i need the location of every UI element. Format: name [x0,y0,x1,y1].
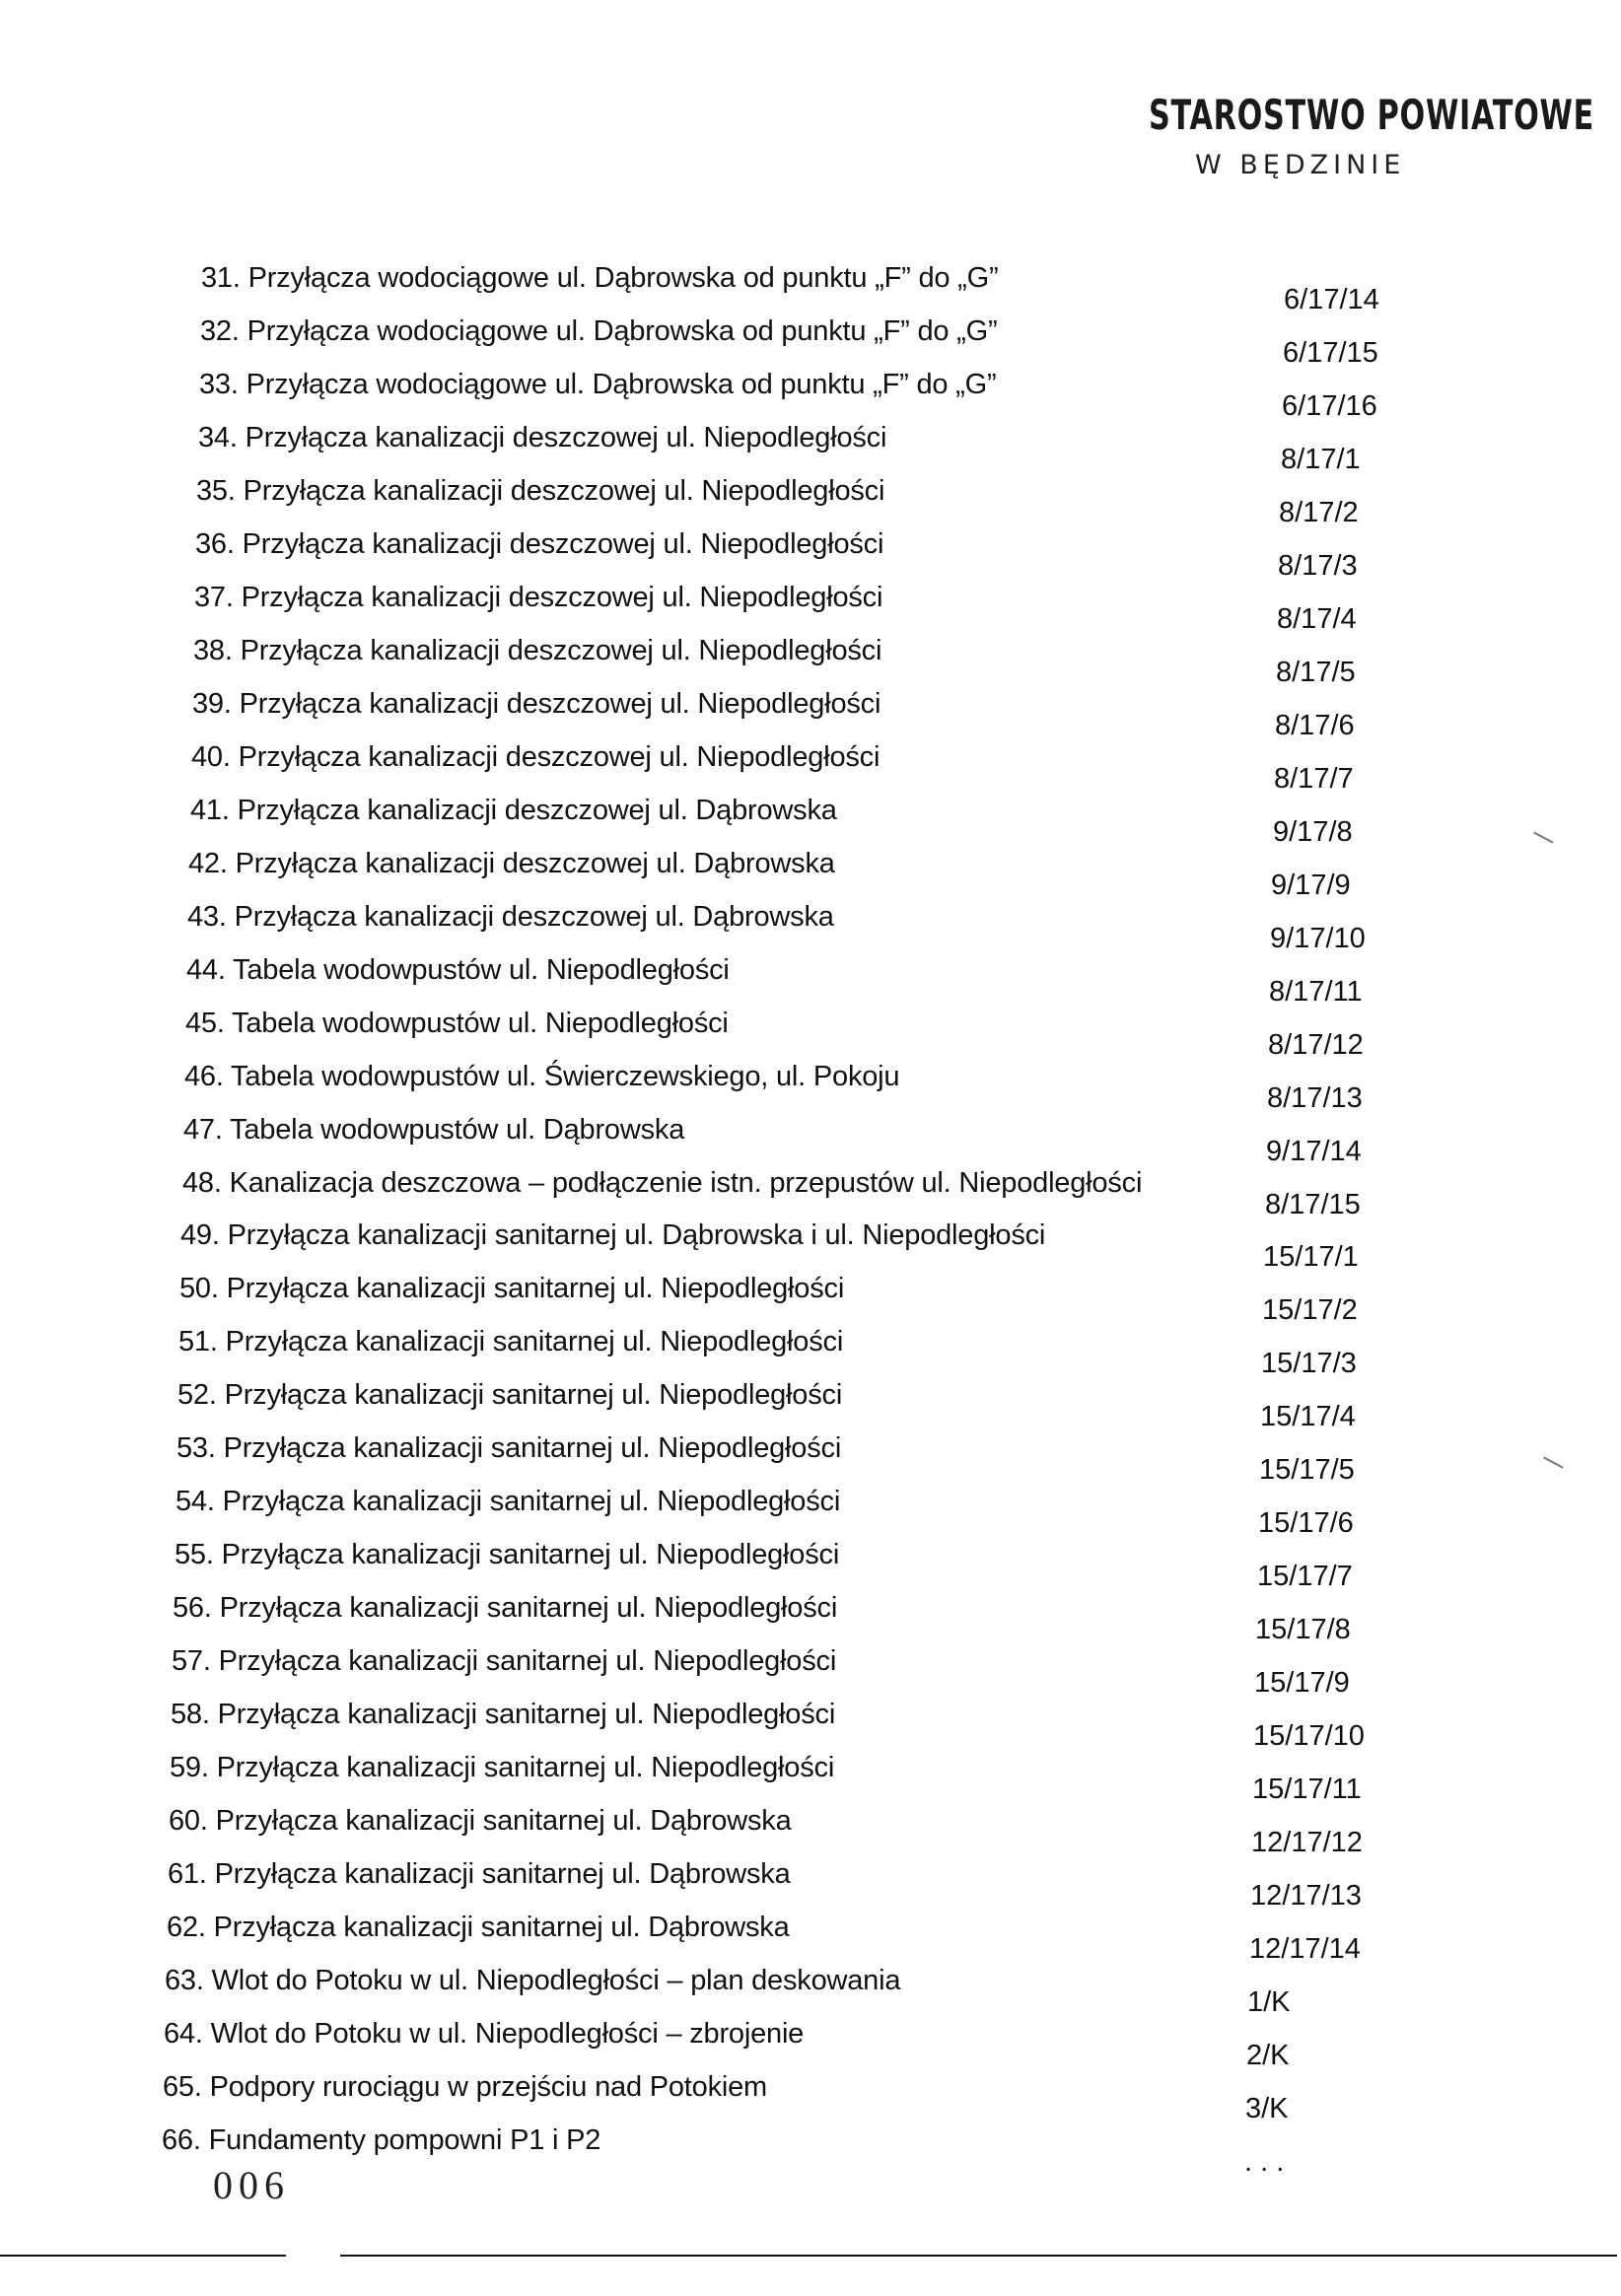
list-item-drawing-number: 6/17/16 [1282,390,1377,422]
list-item [184,1061,1479,1114]
list-item-title: 35. Przyłącza kanalizacji deszczowej ul. Niepodległości [196,475,885,507]
list-item [191,741,1479,795]
page-number: 006 [213,2163,290,2207]
list-item [179,1273,1479,1326]
list-item-drawing-number: 15/17/5 [1259,1454,1355,1486]
list-item [163,2071,1479,2124]
list-item-drawing-number: 15/17/9 [1254,1667,1350,1699]
scan-artifact-mark [1538,1457,1563,1478]
list-item [186,954,1479,1008]
list-item-drawing-number: 1/K [1247,1986,1291,2018]
list-item-drawing-number: 8/17/15 [1265,1189,1361,1220]
list-item-title: 45. Tabela wodowpustów ul. Niepodległości [185,1008,729,1039]
list-item-title: 38. Przyłącza kanalizacji deszczowej ul. Niepodległości [193,635,882,666]
list-item [177,1379,1479,1432]
list-item-drawing-number: 12/17/12 [1251,1827,1363,1858]
list-item [195,528,1479,582]
list-item-drawing-number: 2/K [1246,2040,1290,2071]
list-item-title: 55. Przyłącza kanalizacji sanitarnej ul. Niepodległości [175,1539,840,1570]
list-item-drawing-number: 6/17/14 [1284,284,1379,315]
list-item-drawing-number: 9/17/8 [1273,816,1353,848]
list-item-drawing-number: 15/17/11 [1252,1774,1362,1805]
list-item [182,1167,1479,1220]
list-item [171,1699,1479,1752]
list-item-title: 50. Przyłącza kanalizacji sanitarnej ul. Niepodległości [179,1273,845,1304]
list-item-title: 57. Przyłącza kanalizacji sanitarnej ul. Niepodległości [172,1645,837,1677]
list-item-drawing-number: 8/17/5 [1276,657,1356,688]
list-item-title: 36. Przyłącza kanalizacji deszczowej ul. Niepodległości [195,528,884,560]
list-item [193,635,1479,688]
list-item [168,1858,1479,1912]
list-item-drawing-number: 15/17/10 [1253,1720,1365,1752]
list-item-drawing-number: 9/17/10 [1270,923,1366,954]
list-item-drawing-number: 8/17/1 [1281,444,1361,475]
list-item-title: 59. Przyłącza kanalizacji sanitarnej ul. Niepodległości [170,1752,835,1783]
list-item-drawing-number: 8/17/3 [1278,550,1358,582]
list-item-drawing-number: 8/17/13 [1267,1082,1363,1114]
list-item-title: 53. Przyłącza kanalizacji sanitarnej ul. Niepodległości [176,1432,842,1464]
bottom-rule-left [0,2255,286,2257]
list-item-title: 47. Tabela wodowpustów ul. Dąbrowska [183,1114,685,1146]
list-item-drawing-number: 3/K [1245,2093,1289,2124]
list-item [183,1114,1479,1167]
list-item-title: 44. Tabela wodowpustów ul. Niepodległości [186,954,730,986]
list-item [198,422,1479,475]
list-item-drawing-number: 8/17/4 [1277,603,1357,635]
list-item [162,2124,1479,2178]
list-item-drawing-number: 12/17/14 [1249,1933,1361,1965]
list-item [194,582,1479,635]
stamp-office-city: W BĘDZINIE [1195,150,1406,180]
list-item-title: 34. Przyłącza kanalizacji deszczowej ul. Niepodległości [198,422,887,453]
list-item-title: 63. Wlot do Potoku w ul. Niepodległości – plan deskowania [165,1965,901,1996]
list-item-title: 56. Przyłącza kanalizacji sanitarnej ul. Niepodległości [173,1592,838,1624]
list-item-drawing-number: . . . [1244,2146,1285,2178]
list-item-title: 42. Przyłącza kanalizacji deszczowej ul. Dąbrowska [188,848,835,879]
list-item [167,1912,1479,1965]
list-item-title: 54. Przyłącza kanalizacji sanitarnej ul. Niepodległości [176,1486,841,1517]
list-item [201,262,1479,315]
list-item-drawing-number: 15/17/3 [1261,1348,1357,1379]
list-item-drawing-number: 8/17/11 [1269,976,1363,1008]
list-item-title: 66. Fundamenty pompowni P1 i P2 [162,2124,601,2156]
list-item [199,369,1479,422]
list-item [170,1752,1479,1805]
list-item-title: 37. Przyłącza kanalizacji deszczowej ul. Niepodległości [194,582,883,613]
list-item [196,475,1479,528]
list-item-drawing-number: 9/17/14 [1266,1136,1362,1167]
list-item [180,1219,1479,1273]
list-item [176,1432,1479,1486]
list-item [169,1805,1479,1858]
list-item [176,1486,1479,1539]
list-item-title: 49. Przyłącza kanalizacji sanitarnej ul. Dąbrowska i ul. Niepodległości [180,1219,1046,1251]
list-item [187,901,1479,954]
list-item-drawing-number: 15/17/1 [1263,1241,1359,1273]
list-item [175,1539,1479,1592]
list-item-title: 52. Przyłącza kanalizacji sanitarnej ul. Niepodległości [177,1379,843,1411]
list-item-drawing-number: 15/17/7 [1257,1561,1353,1592]
list-item-drawing-number: 8/17/2 [1279,497,1359,528]
list-item-drawing-number: 6/17/15 [1283,337,1378,369]
list-item-title: 64. Wlot do Potoku w ul. Niepodległości – zbrojenie [164,2018,805,2050]
list-item [173,1592,1479,1645]
list-item [164,2018,1479,2071]
list-item-drawing-number: 12/17/13 [1250,1880,1362,1912]
list-item-title: 60. Przyłącza kanalizacji sanitarnej ul. Dąbrowska [169,1805,792,1837]
list-item-title: 43. Przyłącza kanalizacji deszczowej ul. Dąbrowska [187,901,834,933]
list-item-drawing-number: 8/17/7 [1274,763,1354,795]
list-item [200,315,1479,369]
list-item-title: 51. Przyłącza kanalizacji sanitarnej ul. Niepodległości [178,1326,844,1357]
list-item-title: 58. Przyłącza kanalizacji sanitarnej ul. Niepodległości [171,1699,836,1730]
list-item-title: 46. Tabela wodowpustów ul. Świerczewskiego, ul. Pokoju [184,1061,900,1092]
list-item [188,848,1479,901]
list-item-drawing-number: 8/17/12 [1268,1029,1364,1061]
list-item [190,795,1479,848]
list-item-drawing-number: 15/17/8 [1255,1614,1351,1645]
list-item [185,1008,1479,1061]
list-item-title: 62. Przyłącza kanalizacji sanitarnej ul. Dąbrowska [167,1912,790,1943]
list-item-drawing-number: 8/17/6 [1275,710,1355,741]
list-item-drawing-number: 15/17/2 [1262,1294,1358,1326]
list-item-drawing-number: 15/17/4 [1260,1401,1356,1432]
list-item-drawing-number: 15/17/6 [1258,1507,1354,1539]
stamp-office-name: STAROSTWO POWIATOWE [1149,91,1595,139]
list-item-title: 48. Kanalizacja deszczowa – podłączenie istn. przepustów ul. Niepodległości [182,1167,1143,1199]
list-item-title: 65. Podpory rurociągu w przejściu nad Potokiem [163,2071,768,2103]
list-item [192,688,1479,741]
list-item [165,1965,1479,2018]
list-item-title: 40. Przyłącza kanalizacji deszczowej ul. Niepodległości [191,741,881,773]
bottom-rule-right [340,2255,1617,2257]
list-item-title: 39. Przyłącza kanalizacji deszczowej ul. Niepodległości [192,688,881,720]
list-item-title: 31. Przyłącza wodociągowe ul. Dąbrowska od punktu „F” do „G” [201,262,999,294]
scan-artifact-mark [1528,832,1553,853]
list-item-title: 32. Przyłącza wodociągowe ul. Dąbrowska od punktu „F” do „G” [200,315,998,347]
list-item-title: 41. Przyłącza kanalizacji deszczowej ul. Dąbrowska [190,795,837,826]
list-item-title: 33. Przyłącza wodociągowe ul. Dąbrowska od punktu „F” do „G” [199,369,997,400]
list-item [178,1326,1479,1379]
list-item-drawing-number: 9/17/9 [1271,870,1351,901]
list-item-title: 61. Przyłącza kanalizacji sanitarnej ul. Dąbrowska [168,1858,791,1890]
list-item [172,1645,1479,1699]
